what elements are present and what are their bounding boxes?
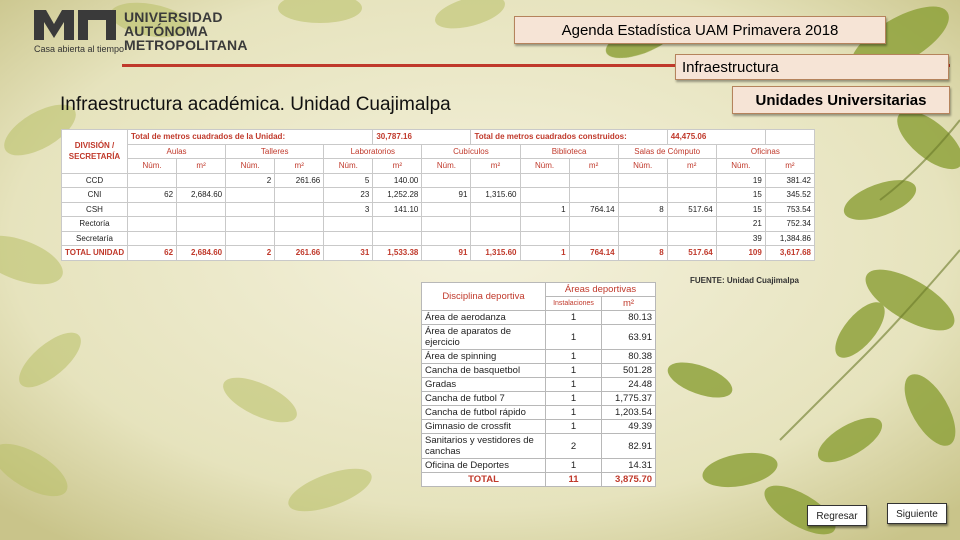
instalaciones-value: 1 <box>546 378 602 392</box>
division-header: DIVISIÓN / SECRETARÍA <box>62 130 128 174</box>
table-row <box>422 434 656 459</box>
m2-value: 24.48 <box>602 378 656 392</box>
total-m2-label: Total de metros cuadrados de la Unidad: <box>128 130 373 145</box>
total-cell: 2,684.60 <box>177 246 226 261</box>
num-header: Núm. <box>324 159 373 174</box>
table-cell: 345.52 <box>765 188 814 203</box>
table-cell <box>275 202 324 217</box>
table-cell: 39 <box>716 231 765 246</box>
instalaciones-value: 1 <box>546 311 602 325</box>
table-cell: 5 <box>324 173 373 188</box>
disciplina-name: Cancha de futbol 7 <box>422 392 546 406</box>
column-group-header: Laboratorios <box>324 144 422 159</box>
total-cell: 261.66 <box>275 246 324 261</box>
m2-value: 49.39 <box>602 420 656 434</box>
table-cell: 15 <box>716 202 765 217</box>
table-cell <box>618 231 667 246</box>
disciplina-name: Cancha de basquetbol <box>422 364 546 378</box>
table-cell <box>226 217 275 232</box>
table-cell <box>471 217 520 232</box>
num-header: Núm. <box>128 159 177 174</box>
table-cell <box>177 173 226 188</box>
row-label: Secretaría <box>62 231 128 246</box>
table-cell <box>373 231 422 246</box>
table-cell <box>618 188 667 203</box>
table-cell <box>667 231 716 246</box>
table-cell <box>667 173 716 188</box>
column-group-header: Salas de Cómputo <box>618 144 716 159</box>
column-group-header: Cubículos <box>422 144 520 159</box>
total-cell: 764.14 <box>569 246 618 261</box>
m2-header: m² <box>373 159 422 174</box>
table-row <box>422 311 656 325</box>
m2-header: m² <box>765 159 814 174</box>
table-row <box>62 231 815 246</box>
total-cell: 1,533.38 <box>373 246 422 261</box>
areas-header: Áreas deportivas <box>546 283 656 297</box>
total-built-label: Total de metros cuadrados construidos: <box>471 130 667 145</box>
num-header: Núm. <box>716 159 765 174</box>
row-label: CSH <box>62 202 128 217</box>
total-label: TOTAL UNIDAD <box>62 246 128 261</box>
disciplina-name: Área de spinning <box>422 350 546 364</box>
table-cell <box>128 231 177 246</box>
m2-value: 63.91 <box>602 325 656 350</box>
table-row <box>62 217 815 232</box>
table-cell: 23 <box>324 188 373 203</box>
num-header: Núm. <box>422 159 471 174</box>
num-header: Núm. <box>618 159 667 174</box>
table-cell <box>520 188 569 203</box>
total-cell: 3,617.68 <box>765 246 814 261</box>
uam-logo-mark <box>34 10 116 40</box>
instalaciones-header: Instalaciones <box>546 297 602 311</box>
table-cell: 19 <box>716 173 765 188</box>
instalaciones-value: 1 <box>546 325 602 350</box>
university-name: UNIVERSIDAD AUTÓNOMA METROPOLITANA <box>124 9 248 53</box>
table-cell <box>422 202 471 217</box>
column-group-header: Oficinas <box>716 144 814 159</box>
table-cell <box>226 231 275 246</box>
table-cell: 62 <box>128 188 177 203</box>
instalaciones-value: 1 <box>546 459 602 473</box>
m2-header: m² <box>177 159 226 174</box>
table-row <box>422 364 656 378</box>
total-cell: 91 <box>422 246 471 261</box>
page-title: Infraestructura académica. Unidad Cuajimalpa <box>60 94 451 115</box>
total-cell: 517.64 <box>667 246 716 261</box>
table-cell <box>667 217 716 232</box>
table-cell <box>226 202 275 217</box>
table-row <box>62 188 815 203</box>
total-m2-value: 30,787.16 <box>373 130 471 145</box>
table-cell: 21 <box>716 217 765 232</box>
table-row <box>422 459 656 473</box>
subsection-label: Unidades Universitarias <box>732 86 950 114</box>
table-cell: 141.10 <box>373 202 422 217</box>
m2-value: 82.91 <box>602 434 656 459</box>
table-cell <box>128 173 177 188</box>
table-cell <box>520 217 569 232</box>
siguiente-button[interactable]: Siguiente <box>887 503 947 524</box>
m2-header: m² <box>275 159 324 174</box>
table-cell: 752.34 <box>765 217 814 232</box>
table-cell: 764.14 <box>569 202 618 217</box>
disciplina-name: Área de aparatos de ejercicio <box>422 325 546 350</box>
table-cell <box>422 173 471 188</box>
instalaciones-value: 1 <box>546 406 602 420</box>
table-row <box>422 350 656 364</box>
table-row <box>422 325 656 350</box>
areas-deportivas-table <box>421 282 656 487</box>
source-note: FUENTE: Unidad Cuajimalpa <box>690 276 799 285</box>
table-cell: 753.54 <box>765 202 814 217</box>
num-header: Núm. <box>226 159 275 174</box>
total-cell: 109 <box>716 246 765 261</box>
column-group-header: Talleres <box>226 144 324 159</box>
instalaciones-value: 1 <box>546 420 602 434</box>
table-cell <box>471 202 520 217</box>
table-cell <box>128 217 177 232</box>
column-group-header: Aulas <box>128 144 226 159</box>
m2-value: 80.13 <box>602 311 656 325</box>
table-cell: 1 <box>520 202 569 217</box>
disciplina-name: Oficina de Deportes <box>422 459 546 473</box>
table-cell <box>226 188 275 203</box>
m2-header: m² <box>667 159 716 174</box>
column-group-header: Biblioteca <box>520 144 618 159</box>
table-cell: 2,684.60 <box>177 188 226 203</box>
total-row <box>62 246 815 261</box>
table-cell: 140.00 <box>373 173 422 188</box>
table-cell: 1,315.60 <box>471 188 520 203</box>
table-cell <box>128 202 177 217</box>
table-row <box>422 420 656 434</box>
table-cell <box>422 231 471 246</box>
total-cell: 1,315.60 <box>471 246 520 261</box>
row-label: Rectoría <box>62 217 128 232</box>
table-cell: 91 <box>422 188 471 203</box>
m2-header: m² <box>602 297 656 311</box>
total-cell: 1 <box>520 246 569 261</box>
table-cell <box>177 217 226 232</box>
m2-value: 1,203.54 <box>602 406 656 420</box>
table-row <box>422 378 656 392</box>
disciplina-name: Sanitarios y vestidores de canchas <box>422 434 546 459</box>
table-cell: 3 <box>324 202 373 217</box>
table-cell <box>569 188 618 203</box>
m2-value: 501.28 <box>602 364 656 378</box>
total-cell: 8 <box>618 246 667 261</box>
regresar-button[interactable]: Regresar <box>807 505 867 526</box>
table-cell: 261.66 <box>275 173 324 188</box>
agenda-title: Agenda Estadística UAM Primavera 2018 <box>514 16 886 44</box>
table-cell <box>275 188 324 203</box>
table-cell <box>520 231 569 246</box>
m2-header: m² <box>471 159 520 174</box>
disciplina-name: Área de aerodanza <box>422 311 546 325</box>
section-label: Infraestructura <box>675 54 949 80</box>
table-row <box>422 392 656 406</box>
table-cell <box>422 217 471 232</box>
disciplina-header: Disciplina deportiva <box>422 283 546 311</box>
row-label: CCD <box>62 173 128 188</box>
disciplina-name: Gimnasio de crossfit <box>422 420 546 434</box>
m2-value: 1,775.37 <box>602 392 656 406</box>
table-cell: 1,252.28 <box>373 188 422 203</box>
table-cell <box>618 173 667 188</box>
total-m2: 3,875.70 <box>602 473 656 487</box>
table-cell: 2 <box>226 173 275 188</box>
total-row <box>422 473 656 487</box>
table-cell: 517.64 <box>667 202 716 217</box>
disciplina-name: Gradas <box>422 378 546 392</box>
table-cell <box>177 202 226 217</box>
instalaciones-value: 2 <box>546 434 602 459</box>
m2-value: 14.31 <box>602 459 656 473</box>
table-cell <box>569 173 618 188</box>
disciplina-name: Cancha de futbol rápido <box>422 406 546 420</box>
table-cell <box>177 231 226 246</box>
table-cell <box>569 231 618 246</box>
table-cell <box>667 188 716 203</box>
total-cell: 2 <box>226 246 275 261</box>
table-cell <box>618 217 667 232</box>
table-row <box>422 406 656 420</box>
m2-header: m² <box>569 159 618 174</box>
table-row <box>62 173 815 188</box>
table-cell <box>324 231 373 246</box>
uam-logo <box>34 9 248 56</box>
total-label: TOTAL <box>422 473 546 487</box>
m2-value: 80.38 <box>602 350 656 364</box>
table-cell <box>569 217 618 232</box>
table-cell <box>520 173 569 188</box>
table-cell <box>275 217 324 232</box>
instalaciones-value: 1 <box>546 364 602 378</box>
table-cell <box>275 231 324 246</box>
table-cell: 8 <box>618 202 667 217</box>
table-cell <box>324 217 373 232</box>
table-cell <box>471 231 520 246</box>
table-cell: 381.42 <box>765 173 814 188</box>
row-label: CNI <box>62 188 128 203</box>
num-header: Núm. <box>520 159 569 174</box>
table-row <box>62 202 815 217</box>
table-cell: 15 <box>716 188 765 203</box>
total-inst: 11 <box>546 473 602 487</box>
total-cell: 62 <box>128 246 177 261</box>
total-cell: 31 <box>324 246 373 261</box>
infraestructura-table <box>61 129 815 261</box>
total-built-value: 44,475.06 <box>667 130 765 145</box>
instalaciones-value: 1 <box>546 392 602 406</box>
table-cell <box>373 217 422 232</box>
table-cell <box>471 173 520 188</box>
instalaciones-value: 1 <box>546 350 602 364</box>
table-cell: 1,384.86 <box>765 231 814 246</box>
logo-tagline: Casa abierta al tiempo <box>34 44 125 54</box>
